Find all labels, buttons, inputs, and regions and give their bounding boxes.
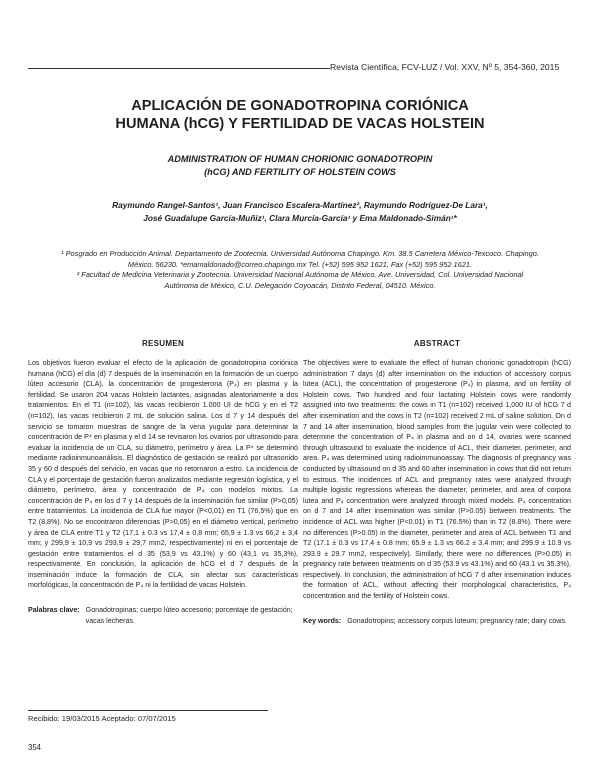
abstract-body xyxy=(303,358,571,602)
page-number: 354 xyxy=(28,743,42,752)
resumen-text: Los objetivos fueron evaluar el efecto de la aplicación de gonadotropina coriónica humana (hCG) el día (d) 7 después de la inseminación en la formación de un cuerpo lúteo accesorio (CLA), la concentración de progesterona (P₄) en plasma y la fertilidad. Se usaron 204 vacas Holstein lactantes, asignadas aleatoriamente a dos tratamientos: En el T1 (n=102), las vacas recibieron 1.000 UI de hCG y en el T2 (n=102), las vacas recibieron 2 mL de solución salina. Los d 7 y 14 después del servicio se tomaron muestras de sangre de la vena yugular para determinar la concentración de P⁴ en plasma y el d 14 se revisaron los ovarios por ultrasonido para evaluar la incidencia de un CLA, su diámetro, perímetro y área. La P⁴ se determinó mediante radioinmunoanálisis. El diagnóstico de gestación se realizó por ultrasonido 35 y 60 d después del servicio, en vacas que no retornaron a estro. La incidencia de CLA y el porcentaje de gestación fueron analizados mediante regresión logística, y el diámetro, perímetro, área y concentración de P₄ con modelos mixtos. La concentración de P₄ en los d 7 y 14 después de la inseminación fue similar (P>0,05) entre tratamientos. La incidencia de CLA fue mayor (P<0,01) en T1 (76,5%) que en T2 (8,8%). No se encontraron diferencias (P>0,05) en el diámetro vertical, perímetro y área de CLA entre T1 y T2 (17,1 ± 0.3 vs 17,4 ± 0,8 mm; 65,9 ± 1.3 vs 66,2 ± 3,4 mm; y 299,9 ± 10,9 vs 293,9 ± 29,7 mm2, respectivamente) ni en el porcentaje de gestación entre tratamientos el d 35 (53,9 vs 43,1%) y 60 (43,1 vs 35,3%), respectivamente. En conclusión, la aplicación de hCG el d 7 después de la inseminación induce la formación de CLA, sin afectar sus características morfológicas, la concentración de P₄ ni la fertilidad de vacas Holstein. xyxy=(28,359,298,590)
affiliation-2: ² Facultad de Medicina Veterinaria y Zootecnia. Universidad Nacional Autónoma de México. Ave. Universidad, Col. Universidad Nacional Autónoma de México, C.U. Delegación Coyoacán, Distrito Federal, 04510. México. xyxy=(76,270,524,290)
footer-rule xyxy=(28,710,268,711)
abstract-heading: ABSTRACT xyxy=(413,339,461,348)
resumen-column xyxy=(28,339,298,626)
title-line-2: HUMANA (hCG) Y FERTILIDAD DE VACAS HOLSTEIN xyxy=(115,116,485,132)
journal-header: Revista Científica, FCV-LUZ / Vol. XXV, Nº 5, 354-360, 2015 xyxy=(330,62,560,72)
article-title xyxy=(60,97,540,133)
keywords-label-es: Palabras clave: xyxy=(28,606,80,615)
keywords-label-en: Key words: xyxy=(303,616,342,625)
english-title-line-1: ADMINISTRATION OF HUMAN CHORIONIC GONADOTROPIN xyxy=(167,154,433,164)
abstract-column xyxy=(303,339,571,626)
author-list xyxy=(60,199,540,225)
authors-line-2: José Guadalupe García-Muñiz¹, Clara Murcia-García¹ y Ema Maldonado-Simán¹* xyxy=(143,213,457,223)
abstract-keywords xyxy=(303,616,571,627)
resumen-body xyxy=(28,358,298,591)
affiliation-1: ¹ Posgrado en Producción Animal. Departamento de Zootecnia. Universidad Autónoma Chapingo. Km. 38.5 Carretera México-Texcoco. Chapingo. México. 56230. *emamaldonado@correo.chapingo.mx Tel. (+52) 595 952 1621, Fax (+52) 595 952 1621. xyxy=(61,249,539,269)
title-line-1: APLICACIÓN DE GONADOTROPINA CORIÓNICA xyxy=(131,98,469,114)
resumen-heading: RESUMEN xyxy=(141,339,185,348)
authors-line-1: Raymundo Rangel-Santos¹, Juan Francisco Escalera-Martínez², Raymundo Rodríguez-De Lara¹, xyxy=(112,200,488,210)
resumen-keywords xyxy=(28,605,298,626)
affiliations xyxy=(60,249,540,291)
english-title-line-2: (hCG) AND FERTILITY OF HOLSTEIN COWS xyxy=(204,167,396,177)
english-title xyxy=(60,153,540,179)
keywords-en: Gonadotropins; accessory corpus luteum; pregnancy rate; dairy cows. xyxy=(347,616,567,625)
abstract-text: The objectives were to evaluate the effect of human chorionic gonadotropin (hCG) administration 7 days (d) after insemination on the induction of accessory corpus lutea (ACL), the concentration of progesterone (P₄) in plasma, and on fertility of Holstein cows. Two hundred and four lactating Holstein cows were randomly assigned into two treatments: the cows in T1 (n=102) received 1,000 IU of hCG 7 d after insemination and the cows in T2 (n=102) received 2 mL of saline solution. On d 7 and 14 after insemination, blood samples from the jugular vein were collected to determine the concentration of P₄ in plasma and on d 14, ovaries were scanned through ultrasound to evaluate the incidence of ACL, their diameter, perimeter, and area. P₄ was determined using radioimmunoassay. The diagnosis of pregnancy was conducted by ultrasound on d 35 and 60 after insemination in cows that did not return to estrous. The incidences of ACL and pregnancy rates were analyzed through multiple logistic regressions whereas the diameter, perimeter, and area of corpora lutea and P₄ concentration were analyzed through mixed models. P₄ concentration on d 7 and 14 after insemination was similar (P>0.05) between treatments. The incidence of ACL was higher (P<0.01) in T1 (76.5%) than in T2 (8.8%). There were no differences (P>0.05) in the diameter, perimeter and area of ACL between T1 and T2 (17.1 ± 0.3 vs 17.4 ± 0.8 mm; 65.9 ± 1.3 vs 66.2 ± 3.4 mm; and 299.9 ± 10.9 vs 293.9 ± 29.7 mm2, respectively). Similarly, there were no differences (P>0.05) in pregnancy rate between treatments on d 35 (53.9 vs 43.1%) and 60 (43.1 vs 35.3%), respectively. In conclusion, the administration of hCG 7 d after insemination induces the formation of ACL, without affecting their morphological characteristics, P₄ concentration and the fertility of Holstein cows. xyxy=(303,359,571,601)
keywords-es: Gonadotropinas; cuerpo lúteo accesorio; porcentaje de gestación; vacas lecheras. xyxy=(85,606,293,625)
received-date: Recibido: 19/03/2015 Aceptado: 07/07/2015 xyxy=(28,714,176,723)
header-rule xyxy=(28,68,330,69)
